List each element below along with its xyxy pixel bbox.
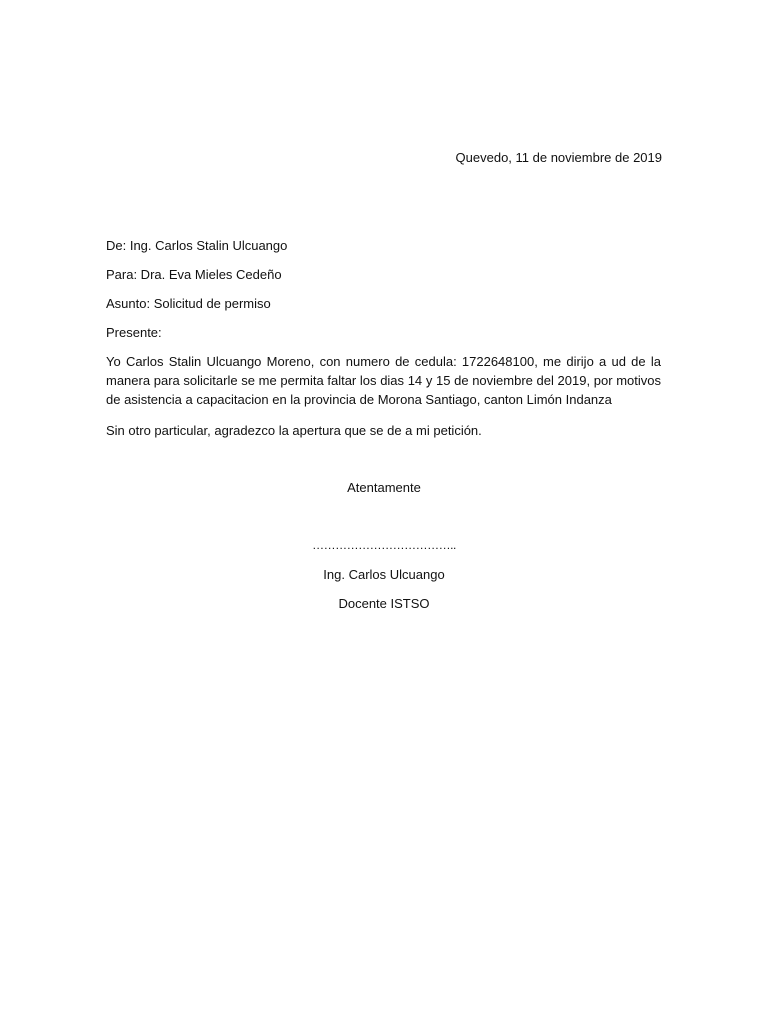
from-line: De: Ing. Carlos Stalin Ulcuango xyxy=(106,238,288,253)
signer-name: Ing. Carlos Ulcuango xyxy=(323,567,445,582)
signature-line: ……………………………….. xyxy=(312,538,456,552)
place-date: Quevedo, 11 de noviembre de 2019 xyxy=(455,150,662,165)
subject-line: Asunto: Solicitud de permiso xyxy=(106,296,271,311)
to-line: Para: Dra. Eva Mieles Cedeño xyxy=(106,267,282,282)
greeting-line: Presente: xyxy=(106,325,162,340)
closing-line: Sin otro particular, agradezco la apertura que se de a mi petición. xyxy=(106,423,482,438)
signer-role: Docente ISTSO xyxy=(338,596,430,611)
farewell: Atentamente xyxy=(347,480,421,495)
letter-body: Yo Carlos Stalin Ulcuango Moreno, con numero de cedula: 1722648100, me dirijo a ud de la manera para solicitarle se me permita faltar los dias 14 y 15 de noviembre del 2019, por motivos de asistencia a capacitacion en la provincia de Morona Santiago, canton Limón Indanza xyxy=(106,354,661,407)
